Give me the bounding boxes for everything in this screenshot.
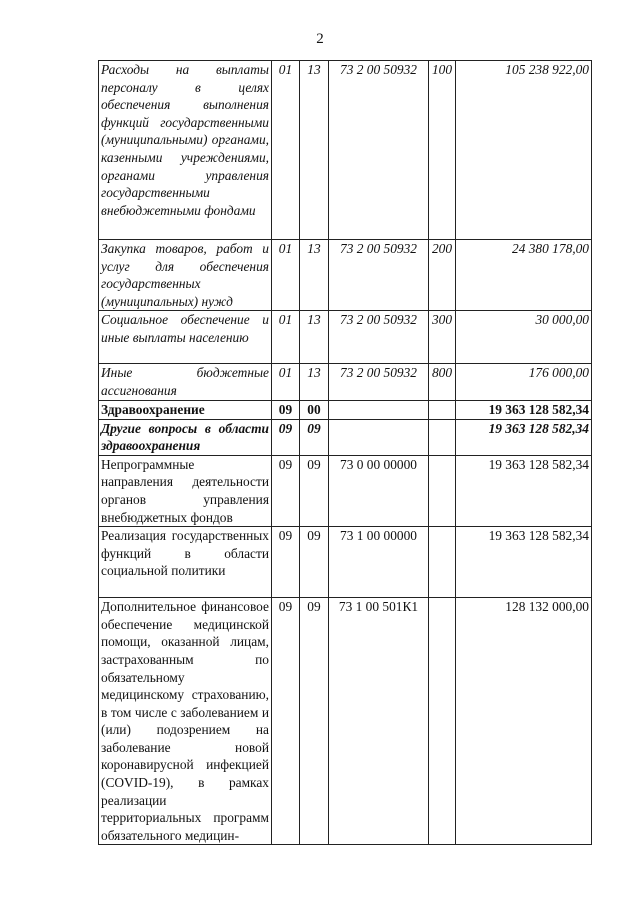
row-section: 01 — [272, 364, 300, 400]
row-sum: 19 363 128 582,34 — [456, 400, 592, 419]
row-subsection: 09 — [300, 598, 329, 845]
row-section: 09 — [272, 419, 300, 455]
table-row — [99, 455, 592, 526]
row-expense-type: 800 — [429, 364, 456, 400]
table-row — [99, 364, 592, 400]
row-sum: 128 132 000,00 — [456, 598, 592, 845]
row-target-article: 73 2 00 50932 — [329, 240, 429, 311]
row-sum: 19 363 128 582,34 — [456, 455, 592, 526]
table-row — [99, 598, 592, 845]
row-name: Непрограммные направления деятельности органов управления внебюджетных фондов — [99, 455, 272, 526]
table-row — [99, 61, 592, 240]
row-section: 09 — [272, 455, 300, 526]
row-sum: 19 363 128 582,34 — [456, 419, 592, 455]
row-subsection: 09 — [300, 527, 329, 598]
row-subsection: 13 — [300, 364, 329, 400]
row-sum: 30 000,00 — [456, 311, 592, 364]
row-section: 09 — [272, 598, 300, 845]
row-section: 01 — [272, 61, 300, 240]
row-expense-type: 100 — [429, 61, 456, 240]
table-row — [99, 311, 592, 364]
row-name: Закупка товаров, работ и услуг для обеспечения государственных (муниципальных) нужд — [99, 240, 272, 311]
table-row — [99, 419, 592, 455]
row-section: 01 — [272, 240, 300, 311]
row-name: Иные бюджетные ассигнования — [99, 364, 272, 400]
row-name: Расходы на выплаты персоналу в целях обеспечения выполнения функций государственными (муниципальными) органами, казенными учреждениями, органами управления государственными внебюджетными фондами — [99, 61, 272, 240]
row-sum: 176 000,00 — [456, 364, 592, 400]
row-subsection: 13 — [300, 240, 329, 311]
row-name: Другие вопросы в области здравоохранения — [99, 419, 272, 455]
row-subsection: 09 — [300, 419, 329, 455]
row-target-article: 73 2 00 50932 — [329, 364, 429, 400]
table-row — [99, 527, 592, 598]
row-expense-type — [429, 455, 456, 526]
row-target-article: 73 1 00 00000 — [329, 527, 429, 598]
row-subsection: 09 — [300, 455, 329, 526]
row-sum: 24 380 178,00 — [456, 240, 592, 311]
row-expense-type — [429, 598, 456, 845]
row-target-article: 73 1 00 501К1 — [329, 598, 429, 845]
row-section: 09 — [272, 400, 300, 419]
row-expense-type: 300 — [429, 311, 456, 364]
row-name: Здравоохранение — [99, 400, 272, 419]
row-section: 09 — [272, 527, 300, 598]
row-name: Дополнительное финансовое обеспечение медицинской помощи, оказанной лицам, застрахованным по обязательному медицинскому страхованию, в том числе с заболеванием и (или) подозрением на заболевание новой коронавирусной инфекцией (COVID-19), в рамках реализации территориальных программ обязательного медицин- — [99, 598, 272, 845]
row-expense-type — [429, 400, 456, 419]
row-sum: 105 238 922,00 — [456, 61, 592, 240]
row-sum: 19 363 128 582,34 — [456, 527, 592, 598]
row-target-article: 73 0 00 00000 — [329, 455, 429, 526]
row-target-article — [329, 400, 429, 419]
row-target-article — [329, 419, 429, 455]
row-expense-type: 200 — [429, 240, 456, 311]
row-subsection: 13 — [300, 61, 329, 240]
page-number: 2 — [316, 31, 324, 47]
row-subsection: 13 — [300, 311, 329, 364]
row-name: Реализация государственных функций в области социальной политики — [99, 527, 272, 598]
budget-table — [98, 60, 592, 845]
table-row — [99, 240, 592, 311]
row-name: Социальное обеспечение и иные выплаты населению — [99, 311, 272, 364]
row-target-article: 73 2 00 50932 — [329, 61, 429, 240]
row-subsection: 00 — [300, 400, 329, 419]
row-expense-type — [429, 527, 456, 598]
row-expense-type — [429, 419, 456, 455]
row-section: 01 — [272, 311, 300, 364]
table-row — [99, 400, 592, 419]
row-target-article: 73 2 00 50932 — [329, 311, 429, 364]
